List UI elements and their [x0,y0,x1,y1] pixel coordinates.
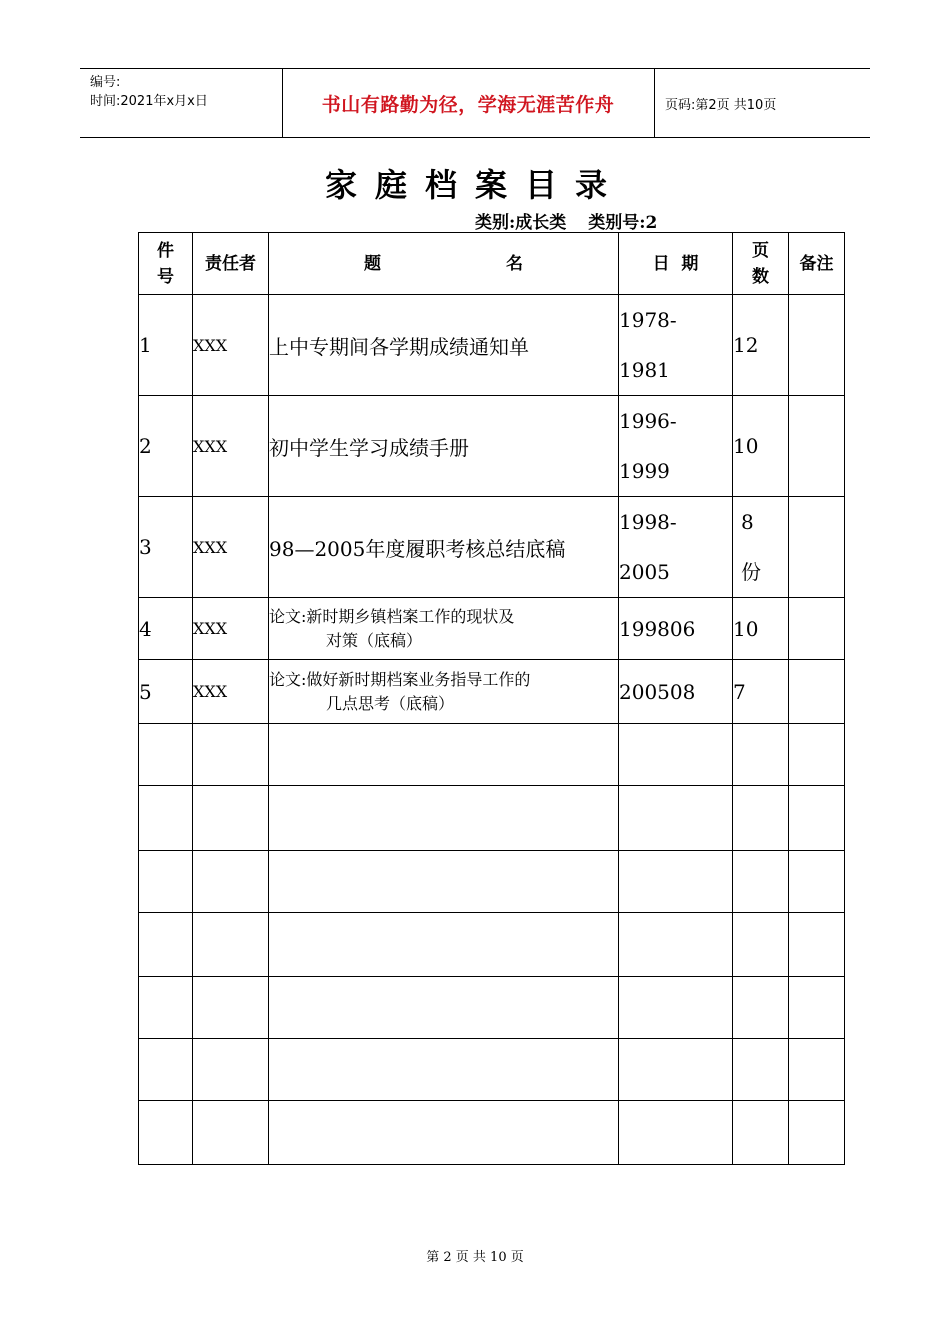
empty-row [139,1101,845,1165]
header-divider [654,69,655,137]
item-pages: 7 [733,660,789,724]
item-remarks [789,660,845,724]
item-pages: 10 [733,396,789,497]
number-label: 编号: [90,75,121,90]
item-title: 论文:做好新时期档案业务指导工作的 几点思考（底稿） [269,660,619,724]
item-no: 2 [139,396,193,497]
item-date: 1978- 1981 [619,295,733,396]
empty-row [139,786,845,851]
item-remarks [789,497,845,598]
item-pages: 8 份 [733,497,789,598]
category-line [475,208,657,233]
item-title: 初中学生学习成绩手册 [269,396,619,497]
document-title: 家庭档案目录 [324,166,625,204]
item-remarks [789,295,845,396]
item-date: 1996- 1999 [619,396,733,497]
motto: 书山有路勤为径，学海无涯苦作舟 [321,93,615,116]
item-no: 1 [139,295,193,396]
responsible: XXX [193,295,269,396]
item-date: 199806 [619,598,733,660]
item-title: 上中专期间各学期成绩通知单 [269,295,619,396]
empty-row [139,913,845,977]
item-no: 4 [139,598,193,660]
category-label: 类别:成长类 [475,213,567,233]
item-title: 论文:新时期乡镇档案工作的现状及 对策（底稿） [269,598,619,660]
table-row [139,396,845,497]
table-row [139,660,845,724]
item-title: 98—2005年度履职考核总结底稿 [269,497,619,598]
time-label: 时间:2021年x月x日 [90,94,208,109]
item-remarks [789,598,845,660]
header-responsible: 责任者 [193,233,269,295]
header-title: 题 名 [269,233,619,295]
empty-row [139,851,845,913]
empty-row [139,1039,845,1101]
responsible: XXX [193,497,269,598]
table-row [139,295,845,396]
header-pages: 页 数 [733,233,789,295]
item-date: 1998- 2005 [619,497,733,598]
empty-row [139,977,845,1039]
empty-row [139,724,845,786]
item-no: 5 [139,660,193,724]
responsible: XXX [193,660,269,724]
responsible: XXX [193,598,269,660]
header-remarks: 备注 [789,233,845,295]
item-no: 3 [139,497,193,598]
table-row [139,598,845,660]
page-footer: 第 2 页 共 10 页 [426,1250,524,1265]
page-header [80,68,870,138]
header-meta [90,73,208,111]
item-pages: 12 [733,295,789,396]
header-item-no: 件 号 [139,233,193,295]
item-pages: 10 [733,598,789,660]
responsible: XXX [193,396,269,497]
page-info: 页码:第2页 共10页 [665,97,777,113]
catalog-table [138,232,845,1165]
category-number: 类别号:2 [588,213,658,233]
item-remarks [789,396,845,497]
table-row [139,497,845,598]
item-date: 200508 [619,660,733,724]
header-date: 日 期 [619,233,733,295]
table-header-row [139,233,845,295]
